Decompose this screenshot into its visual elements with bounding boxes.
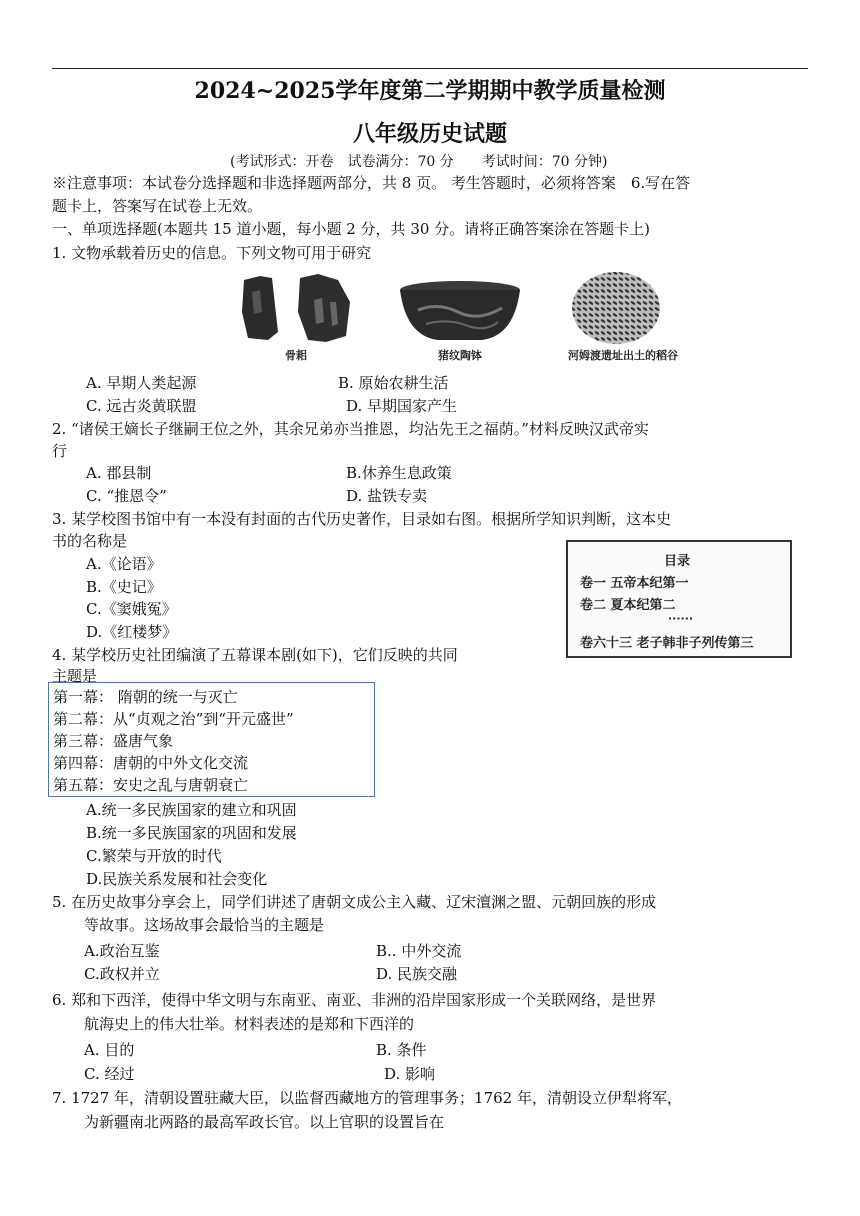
q3-option-a[interactable]: A.《论语》 [86, 555, 162, 573]
q3-stem-line-1: 3. 某学校图书馆中有一本没有封面的古代历史著作，目录如右图。根据所学知识判断，这本史 [52, 510, 672, 528]
exam-info: (考试形式：开卷 试卷满分：70 分 考试时间：70 分钟) [230, 154, 608, 170]
section-heading: 一、单项选择题(本题共 15 道小题，每小题 2 分，共 30 分。请将正确答案涂在答题卡上) [52, 220, 651, 238]
scene-2: 第二幕：从“贞观之治”到“开元盛世” [53, 710, 294, 728]
q4-option-a[interactable]: A.统一多民族国家的建立和巩固 [86, 801, 297, 819]
q2-option-b[interactable]: B.休养生息政策 [346, 464, 452, 482]
q5-stem-line-1: 5. 在历史故事分享会上，同学们讲述了唐朝文成公主入藏、辽宋澶渊之盟、元朝回族的形成 [52, 893, 657, 911]
toc-item-3: 卷六十三 老子韩非子列传第三 [580, 636, 754, 651]
q6-option-d[interactable]: D. 影响 [384, 1065, 436, 1083]
toc-ellipsis: ······ [668, 612, 694, 625]
scene-3: 第三幕：盛唐气象 [53, 732, 174, 750]
artifact-hemudu-rice-image [570, 270, 662, 346]
notice-line-1: ※注意事项：本试卷分选择题和非选择题两部分，共 8 页。 考生答题时，必须将答案 6.写在答 [52, 174, 691, 192]
toc-item-2: 卷二 夏本纪第二 [580, 598, 676, 613]
exam-subtitle: 八年级历史试题 [352, 121, 507, 147]
q2-option-c[interactable]: C. “推恩令” [86, 487, 167, 505]
q4-option-d[interactable]: D.民族关系发展和社会变化 [86, 870, 268, 888]
q2-stem-line-2: 行 [52, 442, 68, 460]
q4-option-c[interactable]: C.繁荣与开放的时代 [86, 847, 222, 865]
q6-option-c[interactable]: C. 经过 [84, 1065, 135, 1083]
q5-option-a[interactable]: A.政治互鉴 [84, 942, 160, 960]
caption-pig-pottery-bowl: 猪纹陶钵 [438, 349, 482, 362]
caption-bone-spade: 骨耜 [285, 349, 307, 362]
toc-heading: 目录 [664, 554, 691, 569]
q6-stem-line-2: 航海史上的伟大壮举。材料表述的是郑和下西洋的 [84, 1015, 415, 1033]
caption-hemudu-rice: 河姆渡遗址出土的稻谷 [568, 349, 678, 362]
scene-list-box [48, 682, 375, 797]
q7-stem-line-2: 为新疆南北两路的最高军政长官。以上官职的设置旨在 [84, 1113, 445, 1131]
q5-stem-line-2: 等故事。这场故事会最恰当的主题是 [84, 916, 325, 934]
q3-option-c[interactable]: C.《窦娥冤》 [86, 600, 177, 618]
q5-option-b[interactable]: B.. 中外交流 [376, 942, 462, 960]
q5-option-d[interactable]: D. 民族交融 [376, 965, 458, 983]
q2-stem-line-1: 2. “诸侯王嫡长子继嗣王位之外，其余兄弟亦当推恩，均沾先王之福荫。”材料反映汉武帝实 [52, 420, 649, 438]
q1-option-c[interactable]: C. 远古炎黄联盟 [86, 397, 197, 415]
scene-1: 第一幕： 隋朝的统一与灭亡 [53, 688, 238, 706]
q6-stem-line-1: 6. 郑和下西洋，使得中华文明与东南亚、南亚、非洲的沿岸国家形成一个关联网络，是世界 [52, 991, 657, 1009]
q2-option-a[interactable]: A. 郡县制 [86, 464, 152, 482]
q1-option-b[interactable]: B. 原始农耕生活 [338, 374, 449, 392]
scene-4: 第四幕：唐朝的中外文化交流 [53, 754, 249, 772]
q4-stem-line-1: 4. 某学校历史社团编演了五幕课本剧(如下)，它们反映的共同 [52, 646, 458, 664]
q7-stem-line-1: 7. 1727 年，清朝设置驻藏大臣，以监督西藏地方的管理事务；1762 年，清朝设立伊犁将军， [52, 1089, 682, 1107]
q4-option-b[interactable]: B.统一多民族国家的巩固和发展 [86, 824, 297, 842]
scene-5: 第五幕：安史之乱与唐朝衰亡 [53, 776, 249, 794]
q1-option-d[interactable]: D. 早期国家产生 [346, 397, 458, 415]
artifact-bone-spade-image [238, 272, 356, 344]
toc-item-1: 卷一 五帝本纪第一 [580, 576, 689, 591]
q6-option-a[interactable]: A. 目的 [84, 1041, 135, 1059]
q3-option-d[interactable]: D.《红楼梦》 [86, 623, 178, 641]
q4-stem-line-2: 主题是 [52, 667, 98, 685]
q2-option-d[interactable]: D. 盐铁专卖 [346, 487, 428, 505]
artifact-pig-pottery-bowl-image [398, 280, 522, 344]
q6-option-b[interactable]: B. 条件 [376, 1041, 427, 1059]
q5-option-c[interactable]: C.政权并立 [84, 965, 160, 983]
top-rule [52, 68, 808, 69]
toc-image [566, 540, 792, 658]
q1-option-a[interactable]: A. 早期人类起源 [86, 374, 197, 392]
q3-stem-line-2: 书的名称是 [52, 532, 128, 550]
exam-title: 2024~2025学年度第二学期期中教学质量检测 [194, 78, 666, 104]
q3-option-b[interactable]: B.《史记》 [86, 578, 162, 596]
q1-stem: 1. 文物承载着历史的信息。下列文物可用于研究 [52, 244, 372, 262]
notice-line-2: 题卡上，答案写在试卷上无效。 [52, 197, 263, 215]
